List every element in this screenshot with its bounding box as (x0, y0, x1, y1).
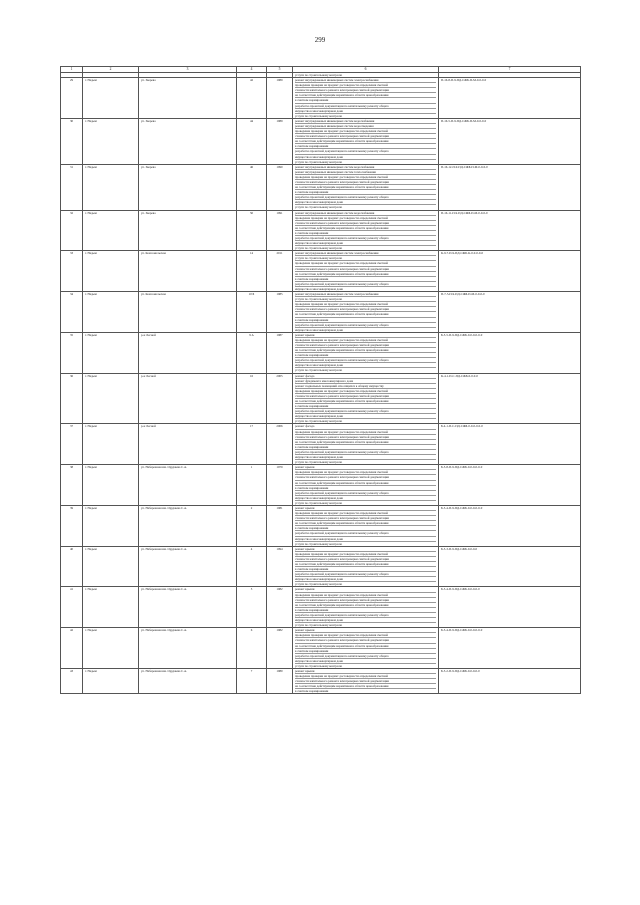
work-line: на соответствие действующим нормативам в области ценообразования (295, 684, 436, 689)
street-cell: р-н Лесной (139, 424, 237, 465)
work-line: проведение проверки на предмет достоверности определения сметной (295, 552, 436, 557)
work-line: в сметном нормировании (295, 98, 436, 103)
work-cell (293, 465, 439, 506)
work-line: имущества в многоквартирном доме (295, 455, 436, 460)
work-line: в сметном нормировании (295, 486, 436, 491)
table-row (61, 628, 581, 669)
work-line: ремонт внутридомовых инженерных систем водоснабжения (295, 119, 436, 124)
year-cell: 1987 (267, 332, 293, 373)
work-line: на соответствие действующим нормативам в области ценообразования (295, 521, 436, 526)
street-cell: ул. Комсомольская (139, 292, 237, 333)
table-row (61, 78, 581, 119)
year-cell: 1985 (267, 292, 293, 333)
work-line: имущества в многоквартирном доме (295, 241, 436, 246)
work-line: ремонт крыши (295, 465, 436, 470)
work-line: разработка проектной документации по капитальному ремонту общего (295, 409, 436, 414)
column-number: 4 (237, 67, 267, 73)
work-line: в сметном нормировании (295, 526, 436, 531)
work-line: в сметном нормировании (295, 689, 329, 694)
house-number-cell: 6 (237, 628, 267, 669)
house-number-cell: 16 (237, 373, 267, 424)
column-number: 1 (61, 67, 83, 73)
work-line: на соответствие действующим нормативам в области ценообразования (295, 272, 436, 277)
work-line: ремонт внутридомовых инженерных систем водоснабжения (295, 211, 436, 216)
work-line: услуги по строительному контролю (295, 159, 343, 164)
year-cell: 2011 (267, 251, 293, 292)
work-line: имущества в многоквартирном доме (295, 496, 436, 501)
year-cell: 1982 (267, 628, 293, 669)
work-line: имущества в многоквартирном доме (295, 155, 436, 160)
work-line: стоимости капитального ремонта или проверки сметной документации (295, 679, 436, 684)
house-number-cell: 50 (237, 210, 267, 251)
street-cell: ул. Набережная им. Оруджева С.А. (139, 505, 237, 546)
work-line: имущества в многоквартирном доме (295, 537, 436, 542)
work-line: проведение проверки на предмет достоверности определения сметной (295, 338, 436, 343)
street-cell: ул. Комсомольская (139, 251, 237, 292)
table-row (61, 587, 581, 628)
work-line: на соответствие действующим нормативам в области ценообразования (295, 644, 436, 649)
work-line: ремонт внутридомовых инженерных систем теплоснабжения (295, 170, 436, 175)
row-number: 34 (61, 292, 83, 333)
work-line: ремонт внутридомовых инженерных систем водоотведения (295, 124, 436, 129)
table-row (61, 164, 581, 210)
work-line: на соответствие действующим нормативам в области ценообразования (295, 226, 436, 231)
year-cell: 1989 (267, 118, 293, 164)
work-line: разработка проектной документации по капитальному ремонту общего (295, 654, 436, 659)
city-cell: г. Надым (83, 118, 139, 164)
table-row (61, 546, 581, 587)
work-line: стоимости капитального ремонта или проверки сметной документации (295, 134, 436, 139)
house-number-cell: 10 Б (237, 292, 267, 333)
work-line: имущества в многоквартирном доме (295, 327, 344, 332)
capital-repair-table (60, 66, 581, 694)
work-line: ремонт внутридомовых инженерных систем водоснабжения (295, 165, 436, 170)
street-cell: р-н Лесной (139, 332, 237, 373)
work-line: имущества в многоквартирном доме (295, 286, 344, 291)
work-line: в сметном нормировании (295, 567, 436, 572)
table-row (61, 210, 581, 251)
work-line: стоимости капитального ремонта или проверки сметной документации (295, 475, 436, 480)
row-number: 29 (61, 78, 83, 119)
code-cell: Б-5-2-П-9-ПД-СЖБ-0-0-0-0-0 (439, 668, 581, 693)
work-line: услуги по строительному контролю (295, 582, 343, 587)
year-cell: 1982 (267, 587, 293, 628)
column-number: 2 (83, 67, 139, 73)
work-line: проведение проверки на предмет достоверности определения сметной (295, 430, 436, 435)
work-line: в сметном нормировании (295, 608, 436, 613)
year-cell: 2006 (267, 424, 293, 465)
work-line: разработка проектной документации по капитальному ремонту общего (295, 613, 436, 618)
work-line: стоимости капитального ремонта или проверки сметной документации (295, 638, 436, 643)
city-cell: г. Надым (83, 465, 139, 506)
work-line: в сметном нормировании (295, 353, 436, 358)
work-line: ремонт внутридомовых инженерных систем электроснабжения (295, 251, 436, 256)
house-number-cell: 2 (237, 505, 267, 546)
row-number: 32 (61, 210, 83, 251)
work-line: в сметном нормировании (295, 445, 436, 450)
work-line: услуги по строительному контролю (295, 256, 436, 261)
year-cell: 1981 (267, 505, 293, 546)
work-cell (293, 292, 439, 333)
work-line: имущества в многоквартирном доме (295, 618, 436, 623)
house-number-cell: 44 (237, 118, 267, 164)
work-line: проведение проверки на предмет достоверности определения сметной (295, 261, 436, 266)
house-number-cell: 17 (237, 424, 267, 465)
city-cell: г. Надым (83, 668, 139, 693)
code-cell: П-7-5-П-9-ПД-СЖБ-П-М-0-0-0-0 (439, 292, 581, 333)
work-line: стоимости капитального ремонта или проверки сметной документации (295, 307, 436, 312)
year-cell: 1979 (267, 465, 293, 506)
work-line: на соответствие действующим нормативам в области ценообразования (295, 93, 436, 98)
code-cell: Б-5-8-П-9-ПД-СЖБ-0-0-0-0-0-0 (439, 465, 581, 506)
work-line: на соответствие действующим нормативам в области ценообразования (295, 399, 436, 404)
work-line: услуги по строительному контролю (295, 205, 343, 210)
city-cell: г. Надым (83, 210, 139, 251)
table-row (61, 465, 581, 506)
work-line: в сметном нормировании (295, 231, 436, 236)
column-number: 7 (439, 67, 581, 73)
street-cell: ул. Зверева (139, 118, 237, 164)
code-cell: Б-5-3-П-9-ПД-СЖБ-0-0-0-0 (439, 546, 581, 587)
work-line: услуги по строительному контролю (295, 500, 343, 505)
work-line: стоимости капитального ремонта или проверки сметной документации (295, 267, 436, 272)
row-number: 39 (61, 505, 83, 546)
table-row (61, 332, 581, 373)
city-cell: г. Надым (83, 251, 139, 292)
row-number: 30 (61, 118, 83, 164)
work-line: разработка проектной документации по капитальному ремонту общего (295, 236, 436, 241)
work-cell (293, 164, 439, 210)
work-line: на соответствие действующим нормативам в области ценообразования (295, 562, 436, 567)
work-line: проведение проверки на предмет достоверности определения сметной (295, 389, 436, 394)
code-cell: Б-5-4-П-9-ПД-СЖБ-0-0-0-0-0-0 (439, 628, 581, 669)
work-line: разработка проектной документации по капитальному ремонту общего (295, 104, 436, 109)
work-line: ремонт крыши (295, 587, 436, 592)
work-line: ремонт подвальных помещений относящихся к общему имуществу (295, 384, 436, 389)
work-line: стоимости капитального ремонта или проверки сметной документации (295, 598, 436, 603)
street-cell: р-н Лесной (139, 373, 237, 424)
year-cell: 1991 (267, 210, 293, 251)
work-line: имущества в многоквартирном доме (295, 109, 436, 114)
code-cell: Б-5-4-П-9-ПД-СЖБ-0-0-0-0-0-0 (439, 505, 581, 546)
work-line: имущества в многоквартирном доме (295, 200, 436, 205)
row-number: 35 (61, 332, 83, 373)
street-cell: ул. Набережная им. Оруджева С.А. (139, 546, 237, 587)
work-line: стоимости капитального ремонта или проверки сметной документации (295, 221, 436, 226)
work-line: в сметном нормировании (295, 144, 436, 149)
house-number-cell: 4 (237, 546, 267, 587)
work-line: стоимости капитального ремонта или проверки сметной документации (295, 343, 436, 348)
city-cell: г. Надым (83, 424, 139, 465)
row-number: 42 (61, 628, 83, 669)
street-cell: ул. Зверева (139, 210, 237, 251)
work-line: проведение проверки на предмет достоверности определения сметной (295, 302, 436, 307)
work-cell (293, 78, 439, 119)
work-line: стоимости капитального ремонта или проверки сметной документации (295, 516, 436, 521)
house-number-cell: 1 (237, 465, 267, 506)
work-line: имущества в многоквартирном доме (295, 363, 436, 368)
work-cell (293, 251, 439, 292)
city-cell: г. Надым (83, 78, 139, 119)
work-line: разработка проектной документации по капитальному ремонту общего (295, 572, 436, 577)
year-cell: 1990 (267, 164, 293, 210)
code-cell: Б-5-4-П-9-ПД-СЖБ-0-0-0-0-0 (439, 587, 581, 628)
work-line: услуги по строительному контролю (295, 368, 343, 373)
work-line: услуги по строительному контролю (295, 419, 343, 424)
work-line: стоимости капитального ремонта или проверки сметной документации (295, 394, 436, 399)
work-line: проведение проверки на предмет достоверности определения сметной (295, 511, 436, 516)
work-cell (293, 587, 439, 628)
code-cell: П-16-12-П-9-ПД-СЖБ-П-М-0-0-0-0 (439, 164, 581, 210)
work-line: в сметном нормировании (295, 404, 436, 409)
work-line: стоимости капитального ремонта или проверки сметной документации (295, 180, 436, 185)
table-row (61, 292, 581, 333)
work-cell (293, 332, 439, 373)
house-number-cell: 46 (237, 164, 267, 210)
work-line: ремонт крыши (295, 547, 436, 552)
row-number: 41 (61, 587, 83, 628)
code-cell: Б-4-1-П-С-ПД-СЖБ-0-0-0-0-0-0 (439, 424, 581, 465)
work-line: разработка проектной документации по капитальному ремонту общего (295, 450, 436, 455)
street-cell: ул. Набережная им. Оруджева С.А. (139, 587, 237, 628)
house-number-cell: 14 (237, 251, 267, 292)
table-row (61, 118, 581, 164)
work-line: имущества в многоквартирном доме (295, 577, 436, 582)
work-line: услуги по строительному контролю (295, 113, 343, 118)
year-cell: 1980 (267, 668, 293, 693)
city-cell: г. Надым (83, 505, 139, 546)
work-line: в сметном нормировании (295, 649, 436, 654)
work-line: ремонт крыши (295, 506, 436, 511)
row-number: 33 (61, 251, 83, 292)
work-line: разработка проектной документации по капитальному ремонту общего (295, 358, 436, 363)
work-cell (293, 628, 439, 669)
city-cell: г. Надым (83, 332, 139, 373)
work-cell (293, 546, 439, 587)
code-cell: П-16-8-П-9-ПД-СЖБ-П-М-0-0-0-0 (439, 78, 581, 119)
work-line: на соответствие действующим нормативам в области ценообразования (295, 348, 436, 353)
work-line: на соответствие действующим нормативам в области ценообразования (295, 440, 436, 445)
row-number: 31 (61, 164, 83, 210)
street-cell: ул. Набережная им. Оруджева С.А. (139, 465, 237, 506)
street-cell: ул. Зверева (139, 164, 237, 210)
column-number: 5 (267, 67, 293, 73)
table-row (61, 668, 581, 693)
house-number-cell: 42 (237, 78, 267, 119)
work-line: стоимости капитального ремонта или проверки сметной документации (295, 88, 436, 93)
work-line: имущества в многоквартирном доме (295, 659, 436, 664)
work-line: ремонт внутридомовых инженерных систем электроснабжения (295, 78, 436, 83)
code-cell: П-16-5-П-9-ПД-СЖБ-П-М-0-0-0-0 (439, 118, 581, 164)
street-cell: ул. Зверева (139, 78, 237, 119)
work-line: ремонт фундамента многоквартирного дома (295, 379, 436, 384)
city-cell: г. Надым (83, 373, 139, 424)
work-line: разработка проектной документации по капитальному ремонту общего (295, 149, 436, 154)
work-cell (293, 505, 439, 546)
column-number: 6 (293, 67, 439, 73)
work-cell (293, 668, 439, 693)
code-cell: Б-5-5-П-9-ПД-СЖБ-0-0-0-0-0-0 (439, 332, 581, 373)
work-line: проведение проверки на предмет достоверности определения сметной (295, 593, 436, 598)
work-line: услуги по строительному контролю (295, 541, 343, 546)
city-cell: г. Надым (83, 164, 139, 210)
city-cell: г. Надым (83, 546, 139, 587)
work-line: разработка проектной документации по капитальному ремонту общего (295, 282, 436, 287)
table-row (61, 251, 581, 292)
work-line: разработка проектной документации по капитальному ремонту общего (295, 531, 436, 536)
row-number: 37 (61, 424, 83, 465)
work-line: услуги по строительному контролю (295, 246, 343, 251)
work-cell (293, 210, 439, 251)
code-cell: К-9-7-П-9-ПД-СЖБ-К-0-0-0-0-0 (439, 251, 581, 292)
work-line: ремонт фасада (295, 374, 436, 379)
table-row (61, 505, 581, 546)
work-line: разработка проектной документации по капитальному ремонту общего (295, 323, 436, 328)
work-line: проведение проверки на предмет достоверности определения сметной (295, 216, 436, 221)
work-line: на соответствие действующим нормативам в области ценообразования (295, 481, 436, 486)
work-line: проведение проверки на предмет достоверности определения сметной (295, 83, 436, 88)
work-line: на соответствие действующим нормативам в области ценообразования (295, 139, 436, 144)
work-line: в сметном нормировании (295, 277, 436, 282)
row-number: 43 (61, 668, 83, 693)
work-line: проведение проверки на предмет достоверности определения сметной (295, 674, 436, 679)
city-cell: г. Надым (83, 587, 139, 628)
work-line: услуги по строительному контролю (295, 663, 343, 668)
work-line: на соответствие действующим нормативам в области ценообразования (295, 312, 436, 317)
work-line: разработка проектной документации по капитальному ремонту общего (295, 491, 436, 496)
house-number-cell: 5 (237, 587, 267, 628)
city-cell: г. Надым (83, 628, 139, 669)
work-line: в сметном нормировании (295, 318, 436, 323)
year-cell: 2005 (267, 373, 293, 424)
work-cell (293, 424, 439, 465)
work-line: проведение проверки на предмет достоверности определения сметной (295, 470, 436, 475)
work-line: стоимости капитального ремонта или проверки сметной документации (295, 435, 436, 440)
work-line: в сметном нормировании (295, 190, 436, 195)
work-line: ремонт внутридомовых инженерных систем электроснабжения (295, 292, 436, 297)
code-cell: П-16-11-П-9-ПД-СЖБ-П-М-0-0-0-0 (439, 210, 581, 251)
year-cell: 1994 (267, 546, 293, 587)
year-cell: 1989 (267, 78, 293, 119)
work-line: на соответствие действующим нормативам в области ценообразования (295, 185, 436, 190)
work-line: ремонт крыши (295, 333, 436, 338)
table-row (61, 424, 581, 465)
work-line: услуги по строительному контролю (295, 297, 436, 302)
house-number-cell: 9 А (237, 332, 267, 373)
work-line: стоимости капитального ремонта или проверки сметной документации (295, 557, 436, 562)
work-line: разработка проектной документации по капитальному ремонту общего (295, 195, 436, 200)
code-cell: К-4-1-П-С-ПД-СЖБ-0-0-0-0 (439, 373, 581, 424)
row-number: 40 (61, 546, 83, 587)
table-row (61, 373, 581, 424)
work-line: на соответствие действующим нормативам в области ценообразования (295, 603, 436, 608)
row-number: 36 (61, 373, 83, 424)
work-line: ремонт крыши (295, 669, 436, 674)
street-cell: ул. Набережная им. Оруджева С.А. (139, 628, 237, 669)
work-cell (293, 118, 439, 164)
house-number-cell: 7 (237, 668, 267, 693)
row-number: 38 (61, 465, 83, 506)
city-cell: г. Надым (83, 292, 139, 333)
page-number: 299 (314, 36, 326, 44)
street-cell: ул. Набережная им. Оруджева С.А. (139, 668, 237, 693)
work-line: ремонт крыши (295, 628, 436, 633)
work-line: услуги по строительному контролю (295, 623, 343, 628)
column-number: 3 (139, 67, 237, 73)
work-line: проведение проверки на предмет достоверности определения сметной (295, 175, 436, 180)
work-line: проведение проверки на предмет достоверности определения сметной (295, 633, 436, 638)
work-line: проведение проверки на предмет достоверности определения сметной (295, 129, 436, 134)
work-line: имущества в многоквартирном доме (295, 414, 436, 419)
work-line: услуги по строительному контролю (295, 73, 343, 77)
work-line: услуги по строительному контролю (295, 460, 343, 465)
work-line: ремонт фасада (295, 424, 436, 429)
work-cell (293, 373, 439, 424)
